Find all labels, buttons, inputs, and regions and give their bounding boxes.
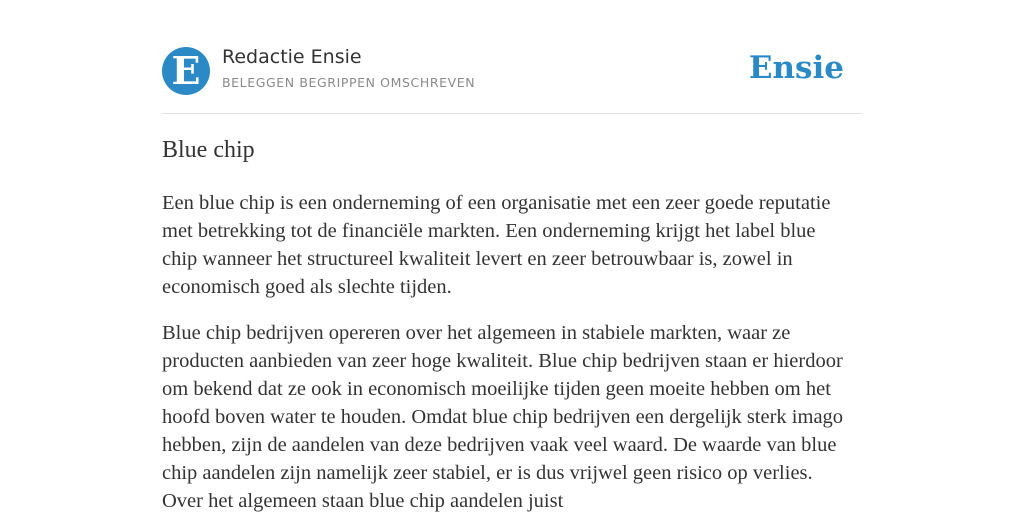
header (162, 46, 862, 98)
brand-logo[interactable]: Ensie (748, 50, 844, 86)
article-body (162, 189, 852, 512)
paragraph-2: Blue chip bedrijven opereren over het algemeen in stabiele markten, waar ze producten aanbieden van zeer hoge kwaliteit. Blue chip bedrijven staan er hierdoor om bekend dat ze ook in economisch moeilijke tijden geen moeite hebben om het hoofd boven water te houden. Omdat blue chip bedrijven een dergelijk sterk imago hebben, zijn de aandelen van deze bedrijven vaak veel waard. De waarde van blue chip aandelen zijn namelijk zeer stabiel, er is dus vrijwel geen risico op verlies. Over het algemeen staan blue chip aandelen juist (162, 322, 844, 512)
category-subtitle[interactable]: BELEGGEN BEGRIPPEN OMSCHREVEN (222, 75, 476, 90)
avatar[interactable]: E (162, 47, 210, 95)
paragraph-1: Een blue chip is een onderneming of een organisatie met een zeer goede reputatie met betrekking tot de financiële markten. Een onderneming krijgt het label blue chip wanneer het structureel kwaliteit levert en zeer betrouwbaar is, zowel in economisch goed als slechte tijden. (162, 192, 831, 298)
divider (162, 113, 862, 114)
author-name[interactable]: Redactie Ensie (222, 46, 362, 68)
page-title: Blue chip (162, 137, 255, 163)
